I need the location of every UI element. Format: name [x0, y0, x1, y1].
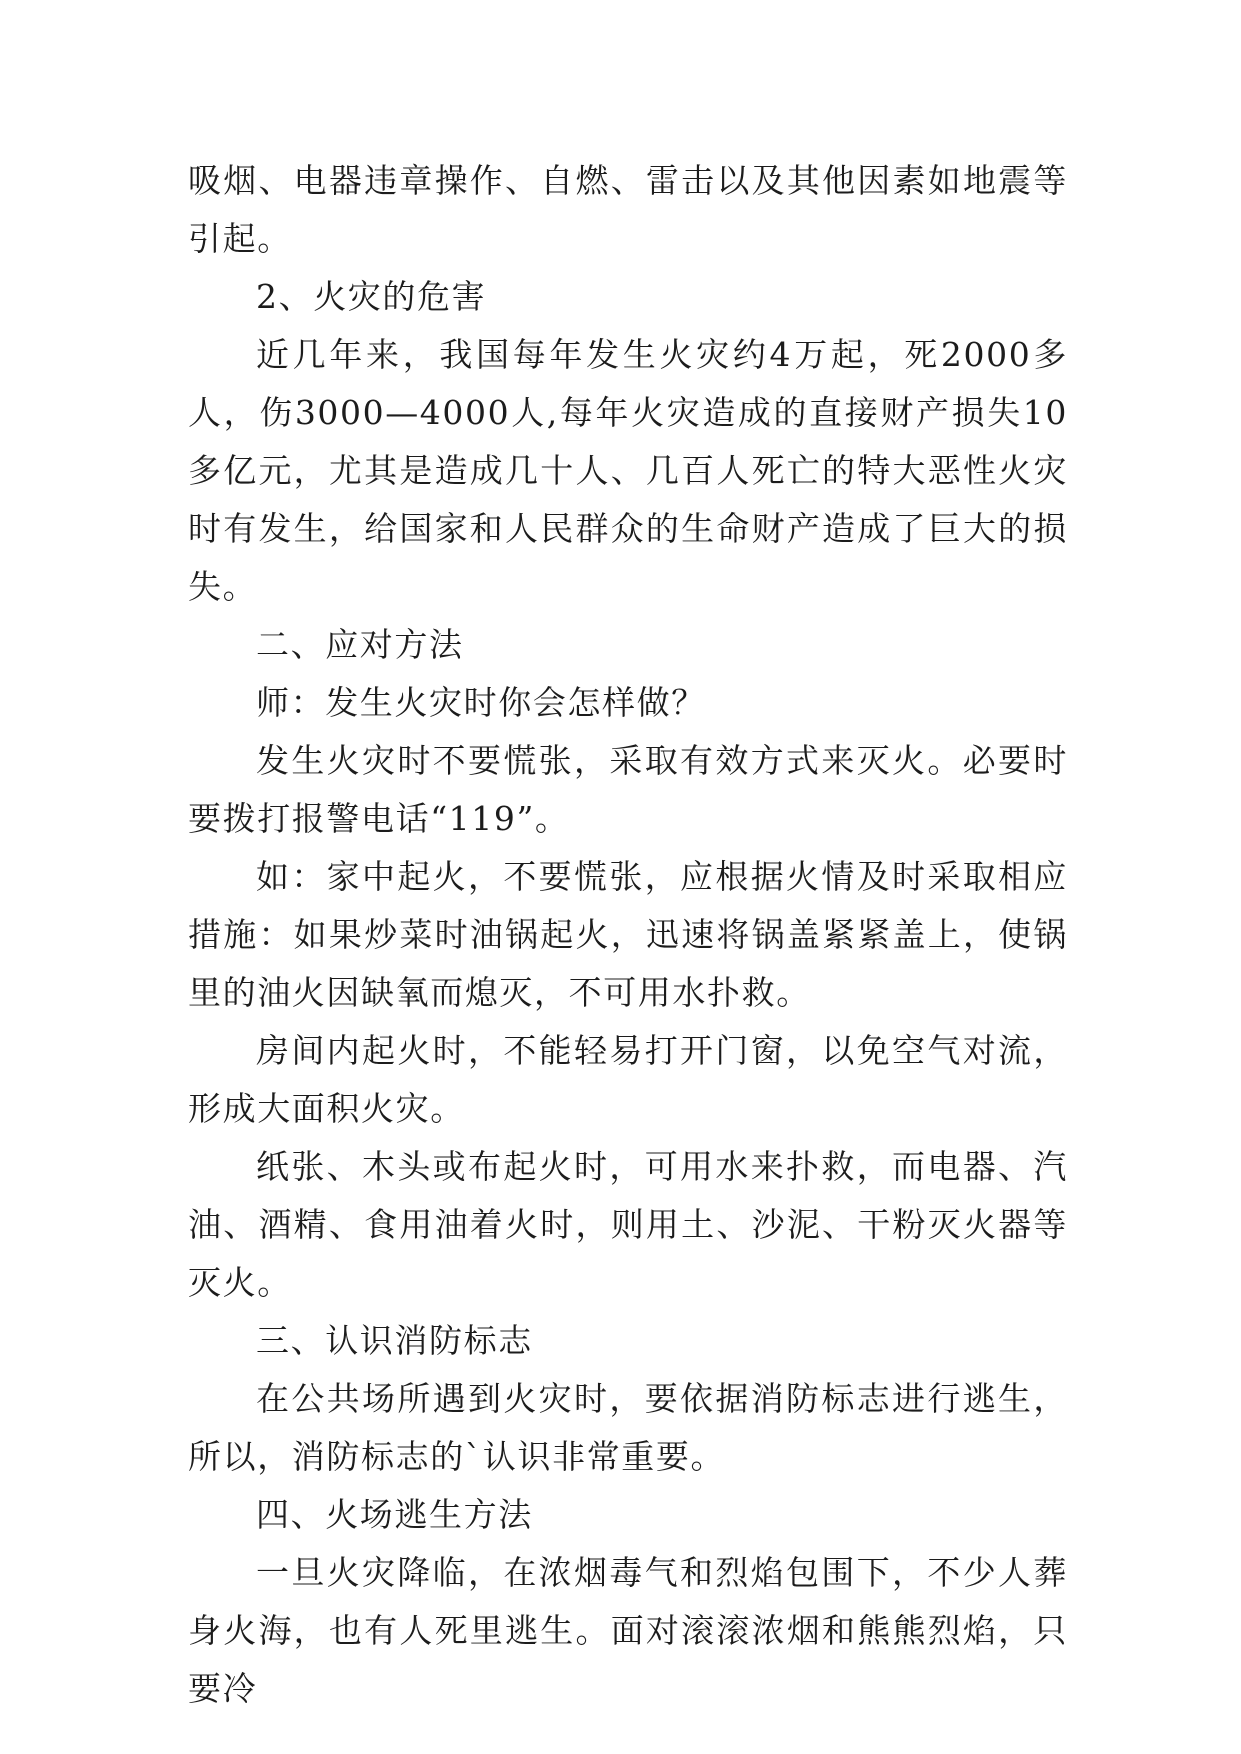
heading-escape-methods: 四、火场逃生方法: [256, 1495, 533, 1534]
heading-fire-signs: 三、认识消防标志: [256, 1321, 533, 1360]
heading-response-methods: 二、应对方法: [256, 625, 464, 664]
paragraph-call-119: 发生火灾时不要慌张，采取有效方式来灭火。必要时要拨打报警电话“119”。: [188, 741, 1068, 838]
paragraph-cause-continued: 吸烟、电器违章操作、自燃、雷击以及其他因素如地震等引起。: [188, 161, 1068, 258]
paragraph-teacher-question: 师：发生火灾时你会怎样做？: [256, 683, 706, 722]
paragraph-extinguish-methods: 纸张、木头或布起火时，可用水来扑救，而电器、汽油、酒精、食用油着火时，则用土、沙泥、干粉灭火器等灭火。: [188, 1147, 1068, 1302]
paragraph-fire-signs: 在公共场所遇到火灾时，要依据消防标志进行逃生，所以，消防标志的`认识非常重要。: [188, 1379, 1068, 1476]
paragraph-room-fire: 房间内起火时，不能轻易打开门窗，以免空气对流，形成大面积火灾。: [188, 1031, 1068, 1128]
paragraph-escape-intro: 一旦火灾降临，在浓烟毒气和烈焰包围下，不少人葬身火海，也有人死里逃生。面对滚滚浓烟和熊熊烈焰，只要冷: [188, 1553, 1068, 1708]
heading-fire-hazards: 2、火灾的危害: [256, 277, 487, 316]
document-body: [188, 152, 1068, 1718]
paragraph-home-fire: 如：家中起火，不要慌张，应根据火情及时采取相应措施：如果炒菜时油锅起火，迅速将锅盖紧紧盖上，使锅里的油火因缺氧而熄灭，不可用水扑救。: [188, 857, 1068, 1012]
paragraph-fire-statistics: 近几年来，我国每年发生火灾约4万起，死2000多人，伤3000—4000人,每年火灾造成的直接财产损失10多亿元，尤其是造成几十人、几百人死亡的特大恶性火灾时有发生，给国家和人民群众的生命财产造成了巨大的损失。: [188, 335, 1068, 606]
